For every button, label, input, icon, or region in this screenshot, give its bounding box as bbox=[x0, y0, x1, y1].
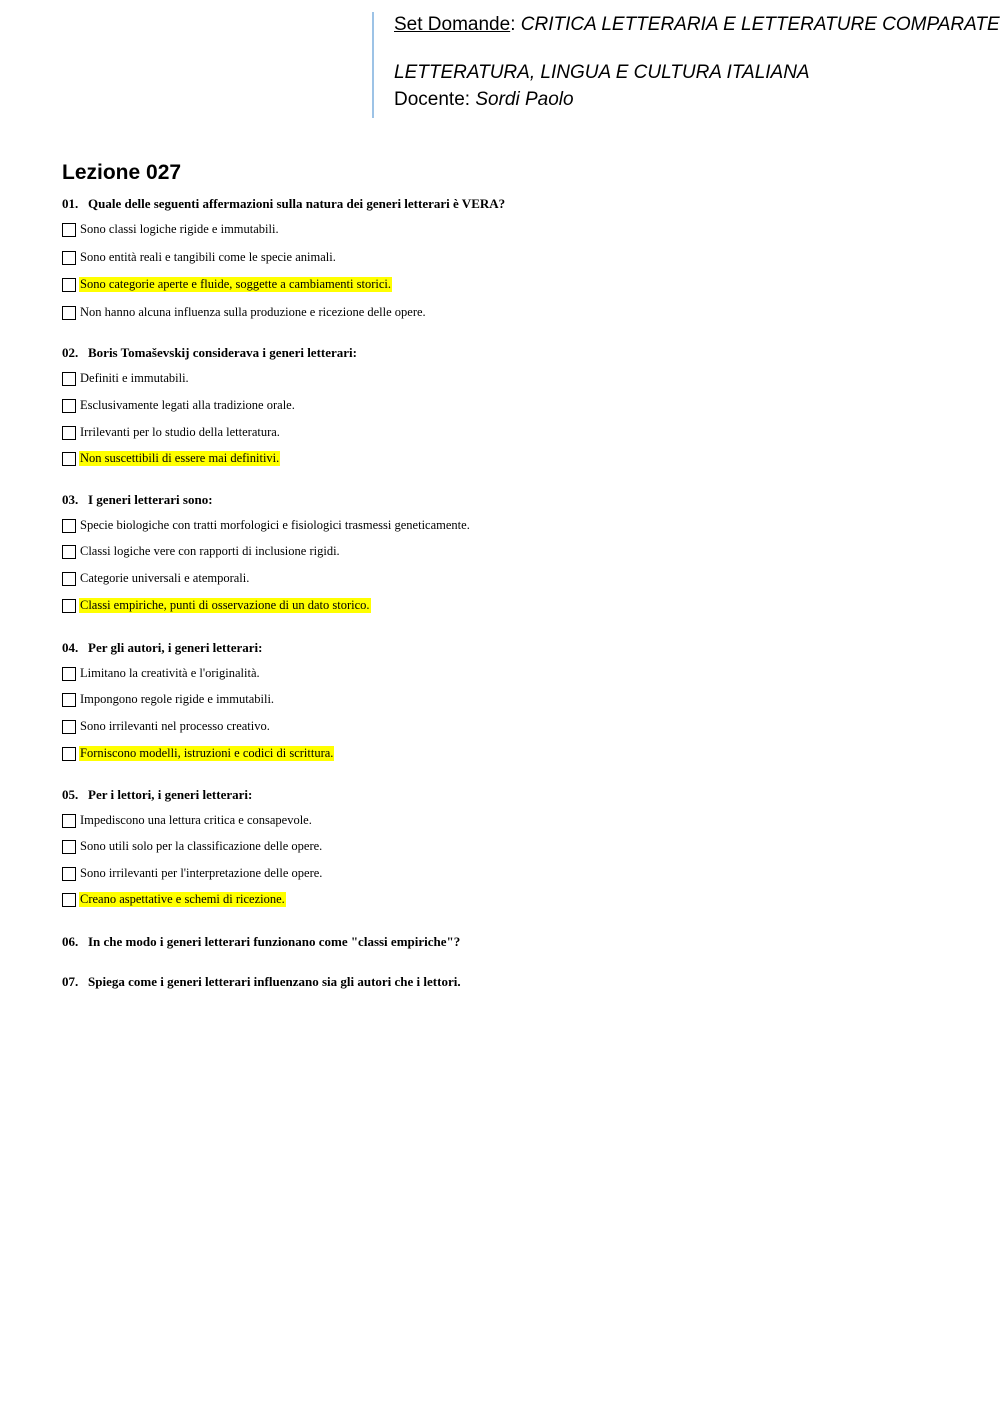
answer-option[interactable] bbox=[62, 424, 281, 441]
checkbox[interactable] bbox=[62, 278, 76, 292]
answer-option[interactable] bbox=[62, 691, 275, 708]
checkbox[interactable] bbox=[62, 372, 76, 386]
correct-answer-text: Sono categorie aperte e fluide, soggette a cambiamenti storici. bbox=[80, 277, 391, 291]
question-number: 04. bbox=[62, 640, 79, 655]
question-number: 06. bbox=[62, 934, 79, 949]
answer-option[interactable] bbox=[62, 370, 190, 387]
checkbox[interactable] bbox=[62, 599, 76, 613]
question-text: I generi letterari sono: bbox=[88, 492, 213, 507]
answer-text: Specie biologiche con tratti morfologici e fisiologici trasmessi geneticamente. bbox=[80, 518, 470, 532]
checkbox[interactable] bbox=[62, 452, 76, 466]
correct-answer-text: Classi empiriche, punti di osservazione di un dato storico. bbox=[80, 598, 370, 612]
answer-text: Sono irrilevanti nel processo creativo. bbox=[80, 719, 270, 733]
answer-option[interactable] bbox=[62, 812, 313, 829]
checkbox[interactable] bbox=[62, 747, 76, 761]
answer-text: Limitano la creatività e l'originalità. bbox=[80, 666, 260, 680]
question-text: Quale delle seguenti affermazioni sulla natura dei generi letterari è VERA? bbox=[88, 196, 506, 211]
answer-option[interactable] bbox=[62, 891, 286, 908]
document-header bbox=[372, 12, 1000, 118]
answer-text: Impongono regole rigide e immutabili. bbox=[80, 692, 275, 706]
lesson-title: Lezione 027 bbox=[62, 161, 182, 184]
question-number: 01. bbox=[62, 196, 79, 211]
answer-option[interactable] bbox=[62, 517, 471, 534]
answer-option[interactable] bbox=[62, 276, 392, 293]
checkbox[interactable] bbox=[62, 251, 76, 265]
course-name: CRITICA LETTERARIA E LETTERATURE COMPARATE bbox=[520, 14, 1000, 35]
checkbox[interactable] bbox=[62, 693, 76, 707]
answer-text: Classi logiche vere con rapporti di inclusione rigidi. bbox=[80, 544, 340, 558]
question-text: In che modo i generi letterari funzionano come "classi empiriche"? bbox=[88, 934, 461, 949]
set-separator: : bbox=[510, 14, 521, 35]
answer-text: Esclusivamente legati alla tradizione orale. bbox=[80, 398, 295, 412]
checkbox[interactable] bbox=[62, 867, 76, 881]
answer-option[interactable] bbox=[62, 718, 271, 735]
question-text: Per i lettori, i generi letterari: bbox=[88, 787, 253, 802]
correct-answer-text: Forniscono modelli, istruzioni e codici di scrittura. bbox=[80, 746, 334, 760]
answer-text: Irrilevanti per lo studio della letteratura. bbox=[80, 425, 280, 439]
set-line bbox=[394, 14, 1000, 36]
answer-text: Categorie universali e atemporali. bbox=[80, 571, 250, 585]
answer-option[interactable] bbox=[62, 865, 323, 882]
answer-text: Sono utili solo per la classificazione delle opere. bbox=[80, 839, 323, 853]
question-4 bbox=[62, 640, 262, 656]
answer-option[interactable] bbox=[62, 838, 323, 855]
checkbox[interactable] bbox=[62, 893, 76, 907]
question-text: Spiega come i generi letterari influenzano sia gli autori che i lettori. bbox=[88, 974, 461, 989]
teacher-name: Sordi Paolo bbox=[475, 89, 574, 110]
checkbox[interactable] bbox=[62, 840, 76, 854]
correct-answer-text: Creano aspettative e schemi di ricezione. bbox=[80, 892, 285, 906]
answer-text: Impediscono una lettura critica e consapevole. bbox=[80, 813, 312, 827]
checkbox[interactable] bbox=[62, 545, 76, 559]
answer-text: Sono classi logiche rigide e immutabili. bbox=[80, 222, 279, 236]
answer-option[interactable] bbox=[62, 304, 427, 321]
question-6 bbox=[62, 934, 460, 950]
answer-text: Non hanno alcuna influenza sulla produzione e ricezione delle opere. bbox=[80, 305, 426, 319]
question-1 bbox=[62, 196, 505, 212]
answer-text: Sono irrilevanti per l'interpretazione delle opere. bbox=[80, 866, 323, 880]
question-5 bbox=[62, 787, 252, 803]
question-number: 05. bbox=[62, 787, 79, 802]
correct-answer-text: Non suscettibili di essere mai definitivi. bbox=[80, 451, 280, 465]
checkbox[interactable] bbox=[62, 720, 76, 734]
answer-option[interactable] bbox=[62, 570, 250, 587]
checkbox[interactable] bbox=[62, 399, 76, 413]
question-number: 07. bbox=[62, 974, 79, 989]
set-label: Set Domande bbox=[394, 14, 511, 35]
answer-option[interactable] bbox=[62, 249, 337, 266]
answer-option[interactable] bbox=[62, 450, 280, 467]
checkbox[interactable] bbox=[62, 814, 76, 828]
question-text: Per gli autori, i generi letterari: bbox=[88, 640, 263, 655]
teacher-label: Docente: bbox=[394, 89, 476, 110]
question-3 bbox=[62, 492, 213, 508]
answer-text: Definiti e immutabili. bbox=[80, 371, 189, 385]
question-2 bbox=[62, 345, 357, 361]
answer-option[interactable] bbox=[62, 221, 280, 238]
answer-text: Sono entità reali e tangibili come le specie animali. bbox=[80, 250, 336, 264]
answer-option[interactable] bbox=[62, 745, 334, 762]
question-number: 03. bbox=[62, 492, 79, 507]
checkbox[interactable] bbox=[62, 223, 76, 237]
checkbox[interactable] bbox=[62, 306, 76, 320]
question-number: 02. bbox=[62, 345, 79, 360]
question-7 bbox=[62, 974, 461, 990]
answer-option[interactable] bbox=[62, 597, 371, 614]
question-text: Boris Tomaševskij considerava i generi letterari: bbox=[88, 345, 357, 360]
program-name: LETTERATURA, LINGUA E CULTURA ITALIANA bbox=[394, 62, 810, 83]
checkbox[interactable] bbox=[62, 519, 76, 533]
checkbox[interactable] bbox=[62, 667, 76, 681]
answer-option[interactable] bbox=[62, 665, 261, 682]
checkbox[interactable] bbox=[62, 426, 76, 440]
answer-option[interactable] bbox=[62, 397, 296, 414]
checkbox[interactable] bbox=[62, 572, 76, 586]
answer-option[interactable] bbox=[62, 543, 341, 560]
teacher-line bbox=[394, 89, 574, 111]
